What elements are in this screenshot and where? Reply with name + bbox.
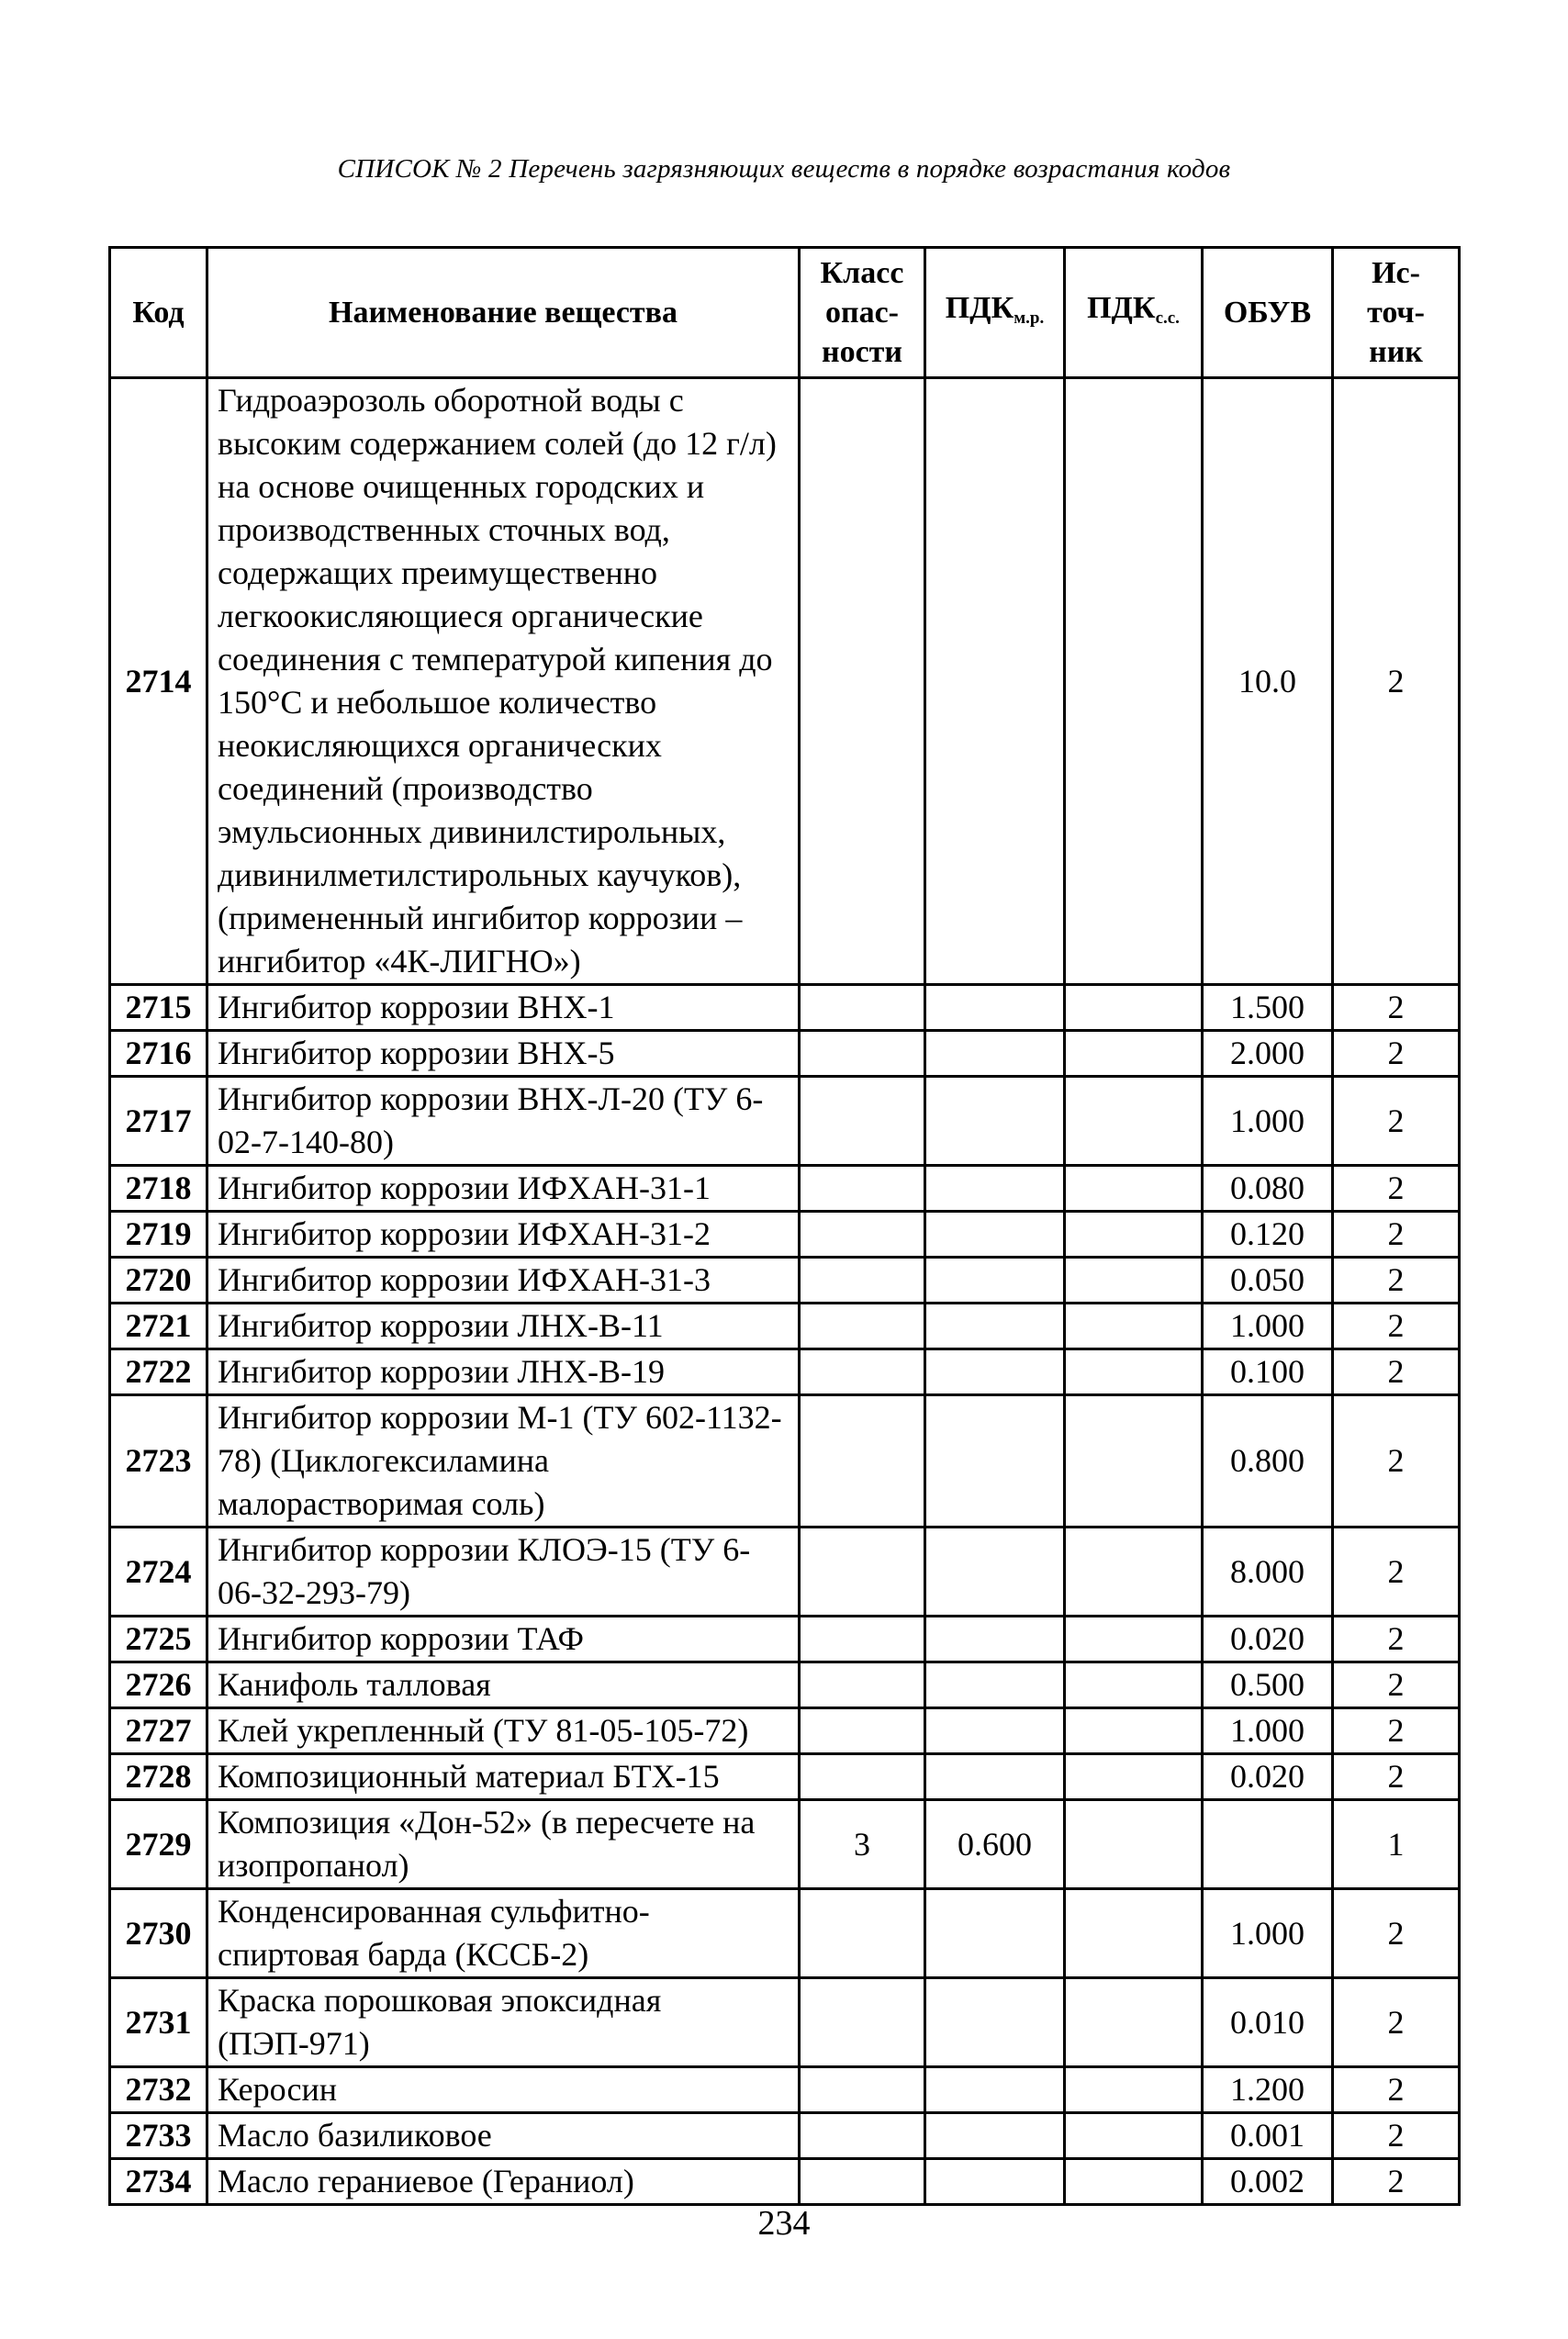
cell-pdk-ss <box>1065 2159 1203 2205</box>
cell-obuv: 0.010 <box>1203 1978 1333 2067</box>
cell-source: 2 <box>1333 1889 1460 1978</box>
cell-pdk-ss <box>1065 1800 1203 1889</box>
cell-obuv: 0.002 <box>1203 2159 1333 2205</box>
cell-class <box>800 1304 925 1349</box>
cell-class <box>800 1528 925 1617</box>
cell-name: Ингибитор коррозии ИФХАН-31-3 <box>207 1258 800 1304</box>
col-header-obuv: ОБУВ <box>1203 248 1333 378</box>
cell-class: 3 <box>800 1800 925 1889</box>
cell-source: 2 <box>1333 1617 1460 1662</box>
cell-source: 2 <box>1333 1528 1460 1617</box>
cell-obuv: 1.000 <box>1203 1077 1333 1166</box>
cell-name: Композиционный материал БТХ-15 <box>207 1754 800 1800</box>
cell-code: 2734 <box>110 2159 207 2205</box>
table-row <box>110 378 1460 985</box>
cell-pdk-ss <box>1065 378 1203 985</box>
cell-name: Масло гераниевое (Гераниол) <box>207 2159 800 2205</box>
col-header-pdk-ss: $ПДК_{с.с.}$ <box>1065 248 1203 378</box>
cell-class <box>800 1031 925 1077</box>
cell-name: Ингибитор коррозии ВНХ-5 <box>207 1031 800 1077</box>
table-row <box>110 1708 1460 1754</box>
table-row <box>110 985 1460 1031</box>
cell-name: Масло базиликовое <box>207 2113 800 2159</box>
cell-name: Ингибитор коррозии ТАФ <box>207 1617 800 1662</box>
cell-source: 2 <box>1333 1395 1460 1528</box>
table-row <box>110 1031 1460 1077</box>
cell-name: Конденсированная сульфитно-спиртовая барда (КССБ-2) <box>207 1889 800 1978</box>
cell-obuv: 1.200 <box>1203 2067 1333 2113</box>
cell-pdk-mr <box>925 1617 1065 1662</box>
cell-obuv: 0.500 <box>1203 1662 1333 1708</box>
cell-obuv: 0.080 <box>1203 1166 1333 1212</box>
cell-source: 2 <box>1333 1662 1460 1708</box>
cell-pdk-ss <box>1065 1258 1203 1304</box>
table-row <box>110 1349 1460 1395</box>
cell-code: 2718 <box>110 1166 207 1212</box>
table-row <box>110 1212 1460 1258</box>
cell-class <box>800 1077 925 1166</box>
cell-pdk-ss <box>1065 1754 1203 1800</box>
cell-name: Ингибитор коррозии ЛНХ-В-11 <box>207 1304 800 1349</box>
cell-source: 2 <box>1333 2067 1460 2113</box>
col-header-pdk-mr: $ПДК_{м.р.}$ <box>925 248 1065 378</box>
cell-name: Клей укрепленный (ТУ 81-05-105-72) <box>207 1708 800 1754</box>
table-row <box>110 1978 1460 2067</box>
cell-name: Ингибитор коррозии ИФХАН-31-2 <box>207 1212 800 1258</box>
cell-pdk-mr <box>925 1031 1065 1077</box>
table-row <box>110 1662 1460 1708</box>
page-header: СПИСОК № 2 Перечень загрязняющих веществ в порядке возрастания кодов <box>337 154 1231 184</box>
table-row <box>110 1258 1460 1304</box>
cell-pdk-mr <box>925 1349 1065 1395</box>
cell-obuv: 1.000 <box>1203 1889 1333 1978</box>
cell-code: 2731 <box>110 1978 207 2067</box>
cell-pdk-mr <box>925 1754 1065 1800</box>
cell-class <box>800 2113 925 2159</box>
cell-pdk-ss <box>1065 1077 1203 1166</box>
table-row <box>110 2159 1460 2205</box>
cell-pdk-mr <box>925 378 1065 985</box>
cell-class <box>800 985 925 1031</box>
cell-pdk-mr <box>925 1978 1065 2067</box>
cell-code: 2726 <box>110 1662 207 1708</box>
cell-obuv: 2.000 <box>1203 1031 1333 1077</box>
cell-class <box>800 1166 925 1212</box>
cell-source: 2 <box>1333 1708 1460 1754</box>
cell-pdk-ss <box>1065 1708 1203 1754</box>
col-header-name: Наименование вещества <box>207 248 800 378</box>
table-row <box>110 1166 1460 1212</box>
cell-pdk-ss <box>1065 1304 1203 1349</box>
cell-source: 2 <box>1333 2159 1460 2205</box>
cell-class <box>800 1754 925 1800</box>
cell-pdk-mr <box>925 1889 1065 1978</box>
cell-name: Ингибитор коррозии ВНХ-Л-20 (ТУ 6-02-7-140-80) <box>207 1077 800 1166</box>
cell-pdk-mr <box>925 2067 1065 2113</box>
cell-code: 2730 <box>110 1889 207 1978</box>
cell-obuv: 1.000 <box>1203 1708 1333 1754</box>
col-header-code: Код <box>110 248 207 378</box>
cell-pdk-ss <box>1065 1528 1203 1617</box>
cell-class <box>800 1258 925 1304</box>
cell-pdk-mr <box>925 1395 1065 1528</box>
cell-obuv: 10.0 <box>1203 378 1333 985</box>
cell-source: 2 <box>1333 1166 1460 1212</box>
cell-source: 2 <box>1333 1031 1460 1077</box>
table-row <box>110 1395 1460 1528</box>
cell-obuv <box>1203 1800 1333 1889</box>
cell-pdk-mr <box>925 1304 1065 1349</box>
cell-pdk-mr <box>925 1662 1065 1708</box>
substances-table <box>108 246 1461 2206</box>
cell-code: 2732 <box>110 2067 207 2113</box>
cell-class <box>800 1349 925 1395</box>
cell-source: 2 <box>1333 378 1460 985</box>
cell-class <box>800 1617 925 1662</box>
cell-obuv: 0.800 <box>1203 1395 1333 1528</box>
cell-source: 2 <box>1333 1754 1460 1800</box>
table-row <box>110 1528 1460 1617</box>
cell-obuv: 0.120 <box>1203 1212 1333 1258</box>
cell-pdk-ss <box>1065 1889 1203 1978</box>
cell-source: 2 <box>1333 1258 1460 1304</box>
cell-code: 2714 <box>110 378 207 985</box>
table-row <box>110 2113 1460 2159</box>
cell-pdk-ss <box>1065 1395 1203 1528</box>
cell-pdk-mr <box>925 1166 1065 1212</box>
cell-pdk-mr <box>925 1212 1065 1258</box>
cell-source: 2 <box>1333 1212 1460 1258</box>
cell-pdk-ss <box>1065 2067 1203 2113</box>
cell-source: 1 <box>1333 1800 1460 1889</box>
cell-class <box>800 1889 925 1978</box>
cell-name: Ингибитор коррозии КЛОЭ-15 (ТУ 6-06-32-293-79) <box>207 1528 800 1617</box>
cell-obuv: 1.000 <box>1203 1304 1333 1349</box>
cell-class <box>800 1212 925 1258</box>
table-row <box>110 2067 1460 2113</box>
cell-code: 2727 <box>110 1708 207 1754</box>
page-number: 234 <box>757 2204 811 2243</box>
cell-pdk-ss <box>1065 2113 1203 2159</box>
cell-class <box>800 2067 925 2113</box>
cell-code: 2717 <box>110 1077 207 1166</box>
cell-code: 2719 <box>110 1212 207 1258</box>
cell-pdk-ss <box>1065 1166 1203 1212</box>
cell-class <box>800 1662 925 1708</box>
cell-pdk-mr <box>925 1708 1065 1754</box>
cell-pdk-ss <box>1065 1978 1203 2067</box>
table-row <box>110 1889 1460 1978</box>
table-row <box>110 1754 1460 1800</box>
cell-pdk-ss <box>1065 1031 1203 1077</box>
cell-code: 2721 <box>110 1304 207 1349</box>
cell-obuv: 0.100 <box>1203 1349 1333 1395</box>
cell-class <box>800 1395 925 1528</box>
cell-pdk-mr <box>925 2159 1065 2205</box>
cell-pdk-mr <box>925 1258 1065 1304</box>
cell-source: 2 <box>1333 2113 1460 2159</box>
cell-class <box>800 1708 925 1754</box>
cell-obuv: 0.020 <box>1203 1754 1333 1800</box>
col-header-class: Класс опас- ности <box>800 248 925 378</box>
cell-source: 2 <box>1333 1304 1460 1349</box>
cell-class <box>800 1978 925 2067</box>
cell-name: Ингибитор коррозии ВНХ-1 <box>207 985 800 1031</box>
table-row <box>110 1617 1460 1662</box>
cell-pdk-ss <box>1065 985 1203 1031</box>
cell-obuv: 8.000 <box>1203 1528 1333 1617</box>
cell-name: Канифоль талловая <box>207 1662 800 1708</box>
cell-pdk-ss <box>1065 1212 1203 1258</box>
cell-code: 2728 <box>110 1754 207 1800</box>
cell-code: 2715 <box>110 985 207 1031</box>
table-row <box>110 1077 1460 1166</box>
cell-code: 2720 <box>110 1258 207 1304</box>
cell-name: Ингибитор коррозии М-1 (ТУ 602-1132-78) (Циклогексиламина малорастворимая соль) <box>207 1395 800 1528</box>
cell-pdk-mr <box>925 1528 1065 1617</box>
cell-pdk-mr <box>925 985 1065 1031</box>
cell-name: Краска порошковая эпоксидная (ПЭП-971) <box>207 1978 800 2067</box>
cell-code: 2725 <box>110 1617 207 1662</box>
cell-obuv: 0.001 <box>1203 2113 1333 2159</box>
cell-class <box>800 2159 925 2205</box>
cell-pdk-mr <box>925 2113 1065 2159</box>
cell-code: 2722 <box>110 1349 207 1395</box>
cell-obuv: 1.500 <box>1203 985 1333 1031</box>
col-header-source: Ис- точ- ник <box>1333 248 1460 378</box>
cell-obuv: 0.020 <box>1203 1617 1333 1662</box>
cell-code: 2716 <box>110 1031 207 1077</box>
cell-name: Гидроаэрозоль оборотной воды с высоким содержанием солей (до 12 г/л) на основе очищенных городских и производственных сточных вод, содержащих преимущественно легкоокисляющиеся органические соединения с температурой кипения до 150°С и небольшое количество неокисляющихся органических соединений (производство эмульсионных дивинилстирольных, дивинилметилстирольных каучуков), (примененный ингибитор коррозии – ингибитор «4К-ЛИГНО») <box>207 378 800 985</box>
cell-code: 2733 <box>110 2113 207 2159</box>
cell-source: 2 <box>1333 1349 1460 1395</box>
cell-pdk-ss <box>1065 1349 1203 1395</box>
cell-name: Композиция «Дон-52» (в пересчете на изопропанол) <box>207 1800 800 1889</box>
cell-pdk-ss <box>1065 1617 1203 1662</box>
table-header-row <box>110 248 1460 378</box>
table-row <box>110 1304 1460 1349</box>
cell-code: 2724 <box>110 1528 207 1617</box>
cell-obuv: 0.050 <box>1203 1258 1333 1304</box>
cell-pdk-ss <box>1065 1662 1203 1708</box>
cell-source: 2 <box>1333 985 1460 1031</box>
cell-pdk-mr <box>925 1077 1065 1166</box>
cell-code: 2723 <box>110 1395 207 1528</box>
cell-source: 2 <box>1333 1077 1460 1166</box>
cell-name: Ингибитор коррозии ЛНХ-В-19 <box>207 1349 800 1395</box>
table-row <box>110 1800 1460 1889</box>
cell-code: 2729 <box>110 1800 207 1889</box>
cell-name: Ингибитор коррозии ИФХАН-31-1 <box>207 1166 800 1212</box>
cell-name: Керосин <box>207 2067 800 2113</box>
cell-pdk-mr: 0.600 <box>925 1800 1065 1889</box>
cell-class <box>800 378 925 985</box>
cell-source: 2 <box>1333 1978 1460 2067</box>
